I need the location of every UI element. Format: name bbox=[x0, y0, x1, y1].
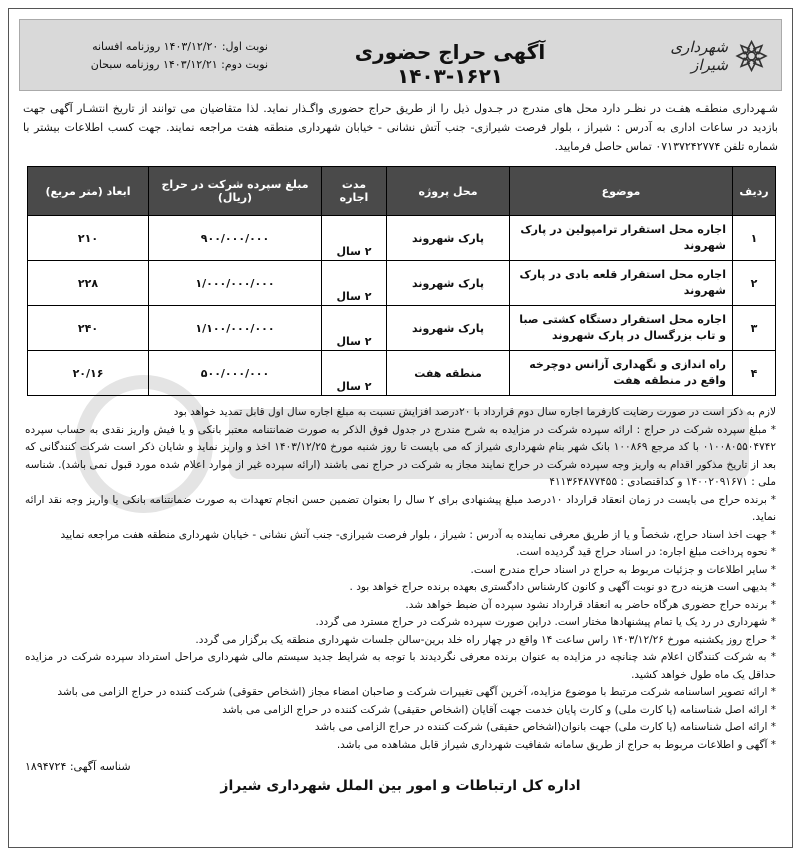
publication-notices bbox=[38, 38, 268, 74]
cell-subject: اجاره محل استقرار ترامپولین در پارک شهروند bbox=[510, 216, 733, 261]
cell-location: پارک شهروند bbox=[387, 216, 510, 261]
footer-title: اداره کل ارتباطات و امور بین الملل شهرداری شیراز bbox=[220, 778, 581, 794]
condition-documents: * جهت اخذ اسناد حراج، شخصاً و یا از طریق معرفی نماینده به آدرس : شیراز ، بلوار فرصت شیرازی- جنب آتش نشانی - خیابان شهرداری منطقه هفت مراجعه نمایید bbox=[60, 528, 776, 541]
cell-dimension: ۲۲۸ bbox=[28, 261, 149, 306]
logo-text: شهرداری شیراز bbox=[670, 38, 728, 74]
condition-deposit: * مبلغ سپرده شرکت در حراج : ارائه سپرده شرکت در مزایده به شرح مندرج در جدول فوق الذکر به صورت ضمانتنامه معتبر بانکی و یا فیش واریز نقدی به حساب سپرده ۰۱۰۰۸۰۵۵۰۴۷۴۲ با کد مرجع ۱۰۰۸۶۹ بانک شهر بنام شهرداری شیراز که می بایست تا روز شنبه مورخ ۱۴۰۳/۱۲/۲۵ اخذ و واریز نماید و شایان ذکر است شرکت کنندگانی که بعد از تاریخ مذکور اقدام به واریز وجه سپرده شرکت در حراج نمایند مجاز به شرکت در حراج نمی باشند (ارائه سپرده غیر از موارد اعلام شده مورد قبول نمی باشد). شناسه ملی : ۱۴۰۰۲۰۹۱۶۷۱ و کداقتصادی : ۴۱۱۳۶۴۸۷۷۴۵۵ bbox=[25, 423, 777, 488]
condition-guarantee: * برنده حراج می بایست در زمان انعقاد قرارداد ۱۰درصد مبلغ پیشنهادی برای ۲ سال را بعنوان تضمین حسن انجام تعهدات به صورت ضمانتنامه بانکی یا واریز وجه نقد ارائه نماید. bbox=[25, 493, 777, 523]
cell-deposit: ۵۰۰/۰۰۰/۰۰۰ bbox=[149, 351, 322, 396]
cell-dimension: ۲۴۰ bbox=[28, 306, 149, 351]
condition-reject: * شهرداری در رد یک یا تمام پیشنهادها مختار است. دراین صورت سپرده شرکت در حراج مسترد می گردد. bbox=[315, 616, 776, 628]
ad-id: شناسه آگهی: ۱۸۹۴۷۲۴ bbox=[25, 760, 131, 773]
table-row bbox=[28, 216, 776, 261]
table-header-row bbox=[28, 167, 776, 216]
header-duration: مدت اجاره bbox=[322, 167, 387, 216]
ad-footer bbox=[25, 760, 776, 800]
ad-title: آگهی حراج حضوری ۱۶۲۱-۱۴۰۳ bbox=[354, 40, 546, 88]
condition-refund: * به شرکت کنندگان اعلام شد چنانچه در مزایده به عنوان برنده معرفی نگردیدند با توجه به شرایط جدید سیستم مالی شهرداری مراحل استرداد سپرده شرکت در مزایده حداقل یک ماه طول خواهد کشید. bbox=[25, 651, 776, 681]
auction-table bbox=[27, 166, 776, 396]
condition-forfeit: * برنده حراج حضوری هرگاه حاضر به انعقاد قرارداد نشود سپرده آن ضبط خواهد شد. bbox=[405, 598, 776, 611]
cell-duration: ۲ سال bbox=[322, 351, 387, 396]
cell-location: پارک شهروند bbox=[387, 306, 510, 351]
header-row-number: ردیف bbox=[733, 167, 776, 216]
header-location: محل پروژه bbox=[387, 167, 510, 216]
header-subject: موضوع bbox=[510, 167, 733, 216]
ad-header bbox=[19, 19, 782, 91]
condition-date: * حراج روز یکشنبه مورخ ۱۴۰۳/۱۲/۲۶ راس ساعت ۱۴ واقع در چهار راه خلد برین-سالن جلسات شهرداری منطقه یک برگزار می گردد. bbox=[195, 633, 776, 646]
cell-row-number: ۴ bbox=[733, 351, 776, 396]
cell-deposit: ۱/۰۰۰/۰۰۰/۰۰۰ bbox=[149, 261, 322, 306]
condition-legal-entity: * ارائه تصویر اساسنامه شرکت مرتبط با موضوع مزایده، آخرین آگهی تغییرات شرکت و صاحبان امضاء مجاز (اشخاص حقوقی) شرکت کننده در حراج الزامی می باشد bbox=[57, 686, 776, 698]
cell-deposit: ۹۰۰/۰۰۰/۰۰۰ bbox=[149, 216, 322, 261]
condition-extension: لازم به ذکر است در صورت رضایت کارفرما اجاره سال دوم قرارداد با ۲۰درصد افزایش نسبت به مبلغ اجاره سال اول قابل تمدید خواهد بود bbox=[173, 406, 776, 418]
header-dimension: ابعاد (متر مربع) bbox=[28, 167, 149, 216]
cell-subject: اجاره محل استقرار دستگاه کشتی صبا و تاب بزرگسال در پارک شهروند bbox=[510, 306, 733, 351]
cell-dimension: ۲۱۰ bbox=[28, 216, 149, 261]
notice-first: نوبت اول: ۱۴۰۳/۱۲/۲۰ روزنامه افسانه bbox=[92, 40, 268, 53]
cell-row-number: ۱ bbox=[733, 216, 776, 261]
shiraz-municipality-logo bbox=[649, 28, 769, 84]
cell-subject: اجاره محل استقرار قلعه بادی در پارک شهروند bbox=[510, 261, 733, 306]
condition-payment: * نحوه پرداخت مبلغ اجاره: در اسناد حراج قید گردیده است. bbox=[516, 546, 776, 558]
cell-row-number: ۳ bbox=[733, 306, 776, 351]
cell-subject: راه اندازی و نگهداری آزانس دوچرخه واقع در منطقه هفت bbox=[510, 351, 733, 396]
table-row bbox=[28, 306, 776, 351]
condition-details: * سایر اطلاعات و جزئیات مربوط به حراج در اسناد حراج مندرج است. bbox=[470, 563, 776, 576]
conditions-text bbox=[25, 404, 776, 754]
flower-logo-icon bbox=[734, 34, 769, 78]
intro-paragraph: شـهرداری منطقـه هفـت در نظـر دارد محل های مندرج در جـدول ذیل را از طریق حراج حضوری واگـذار نماید. لذا متقاضیان می توانند از تاریخ انتشـار آگهی جهت بازدید در ساعات اداری به آدرس : شیراز ، بلوار فرصت شیرازی- جنب آتش نشانی - خیابان شهرداری منطقه هفت مراجعه نمایند. جهت کسب اطلاعات بیشتر با شماره تلفن ۰۷۱۳۷۲۴۲۷۷۴ تماس حاصل فرمایید. bbox=[23, 102, 778, 153]
condition-transparency: * آگهی و اطلاعات مربوط به حراج از طریق سامانه شفافیت شهرداری شیراز قابل مشاهده می باشد. bbox=[336, 738, 776, 751]
table-row bbox=[28, 261, 776, 306]
cell-deposit: ۱/۱۰۰/۰۰۰/۰۰۰ bbox=[149, 306, 322, 351]
newspaper-ad bbox=[8, 8, 793, 848]
condition-costs: * بدیهی است هزینه درج دو نوبت آگهی و کانون کارشناس دادگستری بعهده برنده حراج خواهد بود . bbox=[349, 581, 776, 593]
notice-second: نوبت دوم: ۱۴۰۳/۱۲/۲۱ روزنامه سبحان bbox=[90, 58, 268, 71]
condition-men: * ارائه اصل شناسنامه (یا کارت ملی) و کارت پایان خدمت جهت آقایان (اشخاص حقیقی) شرکت کننده در حراج الزامی می باشد bbox=[222, 703, 776, 716]
cell-duration: ۲ سال bbox=[322, 216, 387, 261]
cell-duration: ۲ سال bbox=[322, 261, 387, 306]
cell-location: منطقه هفت bbox=[387, 351, 510, 396]
cell-row-number: ۲ bbox=[733, 261, 776, 306]
cell-location: پارک شهروند bbox=[387, 261, 510, 306]
condition-women: * ارائه اصل شناسنامه (یا کارت ملی) جهت بانوان(اشخاص حقیقی) شرکت کننده در حراج الزامی می باشد bbox=[314, 721, 776, 733]
cell-duration: ۲ سال bbox=[322, 306, 387, 351]
header-deposit: مبلغ سپرده شرکت در حراج (ریال) bbox=[149, 167, 322, 216]
cell-dimension: ۲۰/۱۶ bbox=[28, 351, 149, 396]
table-row bbox=[28, 351, 776, 396]
